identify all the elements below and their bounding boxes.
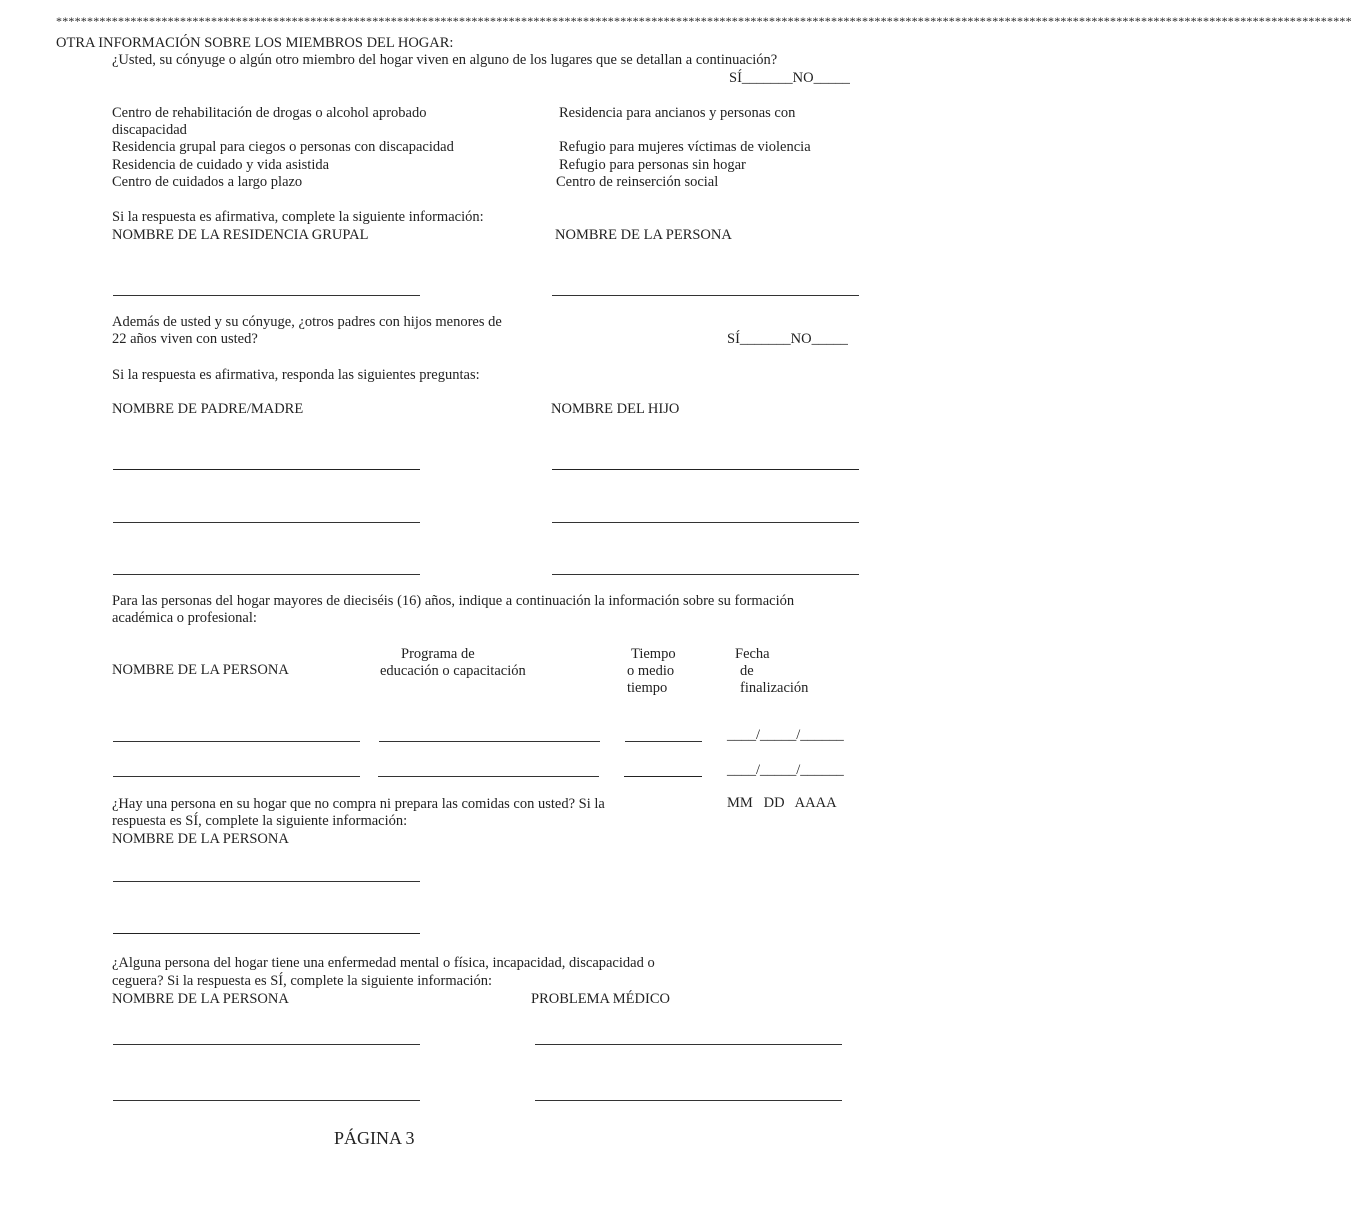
q2-col-parent: NOMBRE DE PADRE/MADRE: [112, 401, 304, 417]
q5-question-line2: ceguera? Si la respuesta es SÍ, complete la siguiente información:: [112, 973, 493, 989]
q5-col-person: NOMBRE DE LA PERSONA: [112, 991, 289, 1007]
place-left-5: Centro de cuidados a largo plazo: [112, 174, 303, 190]
q5-col-problem: PROBLEMA MÉDICO: [531, 991, 670, 1007]
q4-question-line1: ¿Hay una persona en su hogar que no compra ni prepara las comidas con usted? Si la: [112, 796, 605, 812]
q2-if-yes: Si la respuesta es afirmativa, responda las siguientes preguntas:: [112, 367, 480, 383]
q2-question-line1: Además de usted y su cónyuge, ¿otros padres con hijos menores de: [112, 314, 502, 330]
child-name-line-1[interactable]: [552, 469, 859, 470]
q2-col-child: NOMBRE DEL HIJO: [551, 401, 680, 417]
separate-meals-line-2[interactable]: [113, 933, 420, 934]
q1-col-residence: NOMBRE DE LA RESIDENCIA GRUPAL: [112, 227, 369, 243]
q1-yes-no[interactable]: SÍ_______NO_____: [729, 70, 850, 86]
q5-question-line1: ¿Alguna persona del hogar tiene una enfermedad mental o física, incapacidad, discapacidad o: [112, 955, 655, 971]
q1-col-person: NOMBRE DE LA PERSONA: [555, 227, 732, 243]
separate-meals-line-1[interactable]: [113, 881, 420, 882]
parent-name-line-3[interactable]: [113, 574, 420, 575]
q1-if-yes: Si la respuesta es afirmativa, complete la siguiente información:: [112, 209, 484, 225]
training-program-line-1[interactable]: [379, 741, 600, 742]
medical-problem-line-2[interactable]: [535, 1100, 842, 1101]
q3-col-date-l1: Fecha: [735, 646, 770, 662]
disability-person-line-2[interactable]: [113, 1100, 420, 1101]
place-right-2: Refugio para mujeres víctimas de violencia: [559, 139, 811, 155]
training-date-1[interactable]: ____/_____/______: [727, 727, 844, 743]
section-title: OTRA INFORMACIÓN SOBRE LOS MIEMBROS DEL HOGAR:: [56, 35, 454, 51]
place-left-1: Centro de rehabilitación de drogas o alcohol aprobado: [112, 105, 427, 121]
separator-stars: *****************************************************************************************************************************************************************************************************************: [56, 14, 1352, 28]
q2-yes-no[interactable]: SÍ_______NO_____: [727, 331, 848, 347]
q3-col-time-l3: tiempo: [627, 680, 668, 696]
person-name-line[interactable]: [552, 295, 859, 296]
place-left-3: Residencia grupal para ciegos o personas con discapacidad: [112, 139, 454, 155]
q3-col-date-l2: de: [740, 663, 754, 679]
date-format-hint: MM DD AAAA: [727, 795, 837, 811]
place-left-4: Residencia de cuidado y vida asistida: [112, 157, 330, 173]
q3-col-date-l3: finalización: [740, 680, 809, 696]
medical-problem-line-1[interactable]: [535, 1044, 842, 1045]
parent-name-line-1[interactable]: [113, 469, 420, 470]
training-time-line-1[interactable]: [625, 741, 702, 742]
page-number: PÁGINA 3: [334, 1128, 415, 1148]
training-program-line-2[interactable]: [378, 776, 599, 777]
place-right-4: Centro de reinserción social: [556, 174, 719, 190]
place-left-2: discapacidad: [112, 122, 187, 138]
q3-col-person: NOMBRE DE LA PERSONA: [112, 662, 289, 678]
q4-col-person: NOMBRE DE LA PERSONA: [112, 831, 289, 847]
place-right-3: Refugio para personas sin hogar: [559, 157, 746, 173]
q3-col-time-l1: Tiempo: [631, 646, 676, 662]
training-person-line-2[interactable]: [113, 776, 360, 777]
disability-person-line-1[interactable]: [113, 1044, 420, 1045]
q3-intro-line2: académica o profesional:: [112, 610, 257, 626]
residence-name-line[interactable]: [113, 295, 420, 296]
child-name-line-3[interactable]: [552, 574, 859, 575]
training-time-line-2[interactable]: [624, 776, 702, 777]
q2-question-line2: 22 años viven con usted?: [112, 331, 258, 347]
q1-question: ¿Usted, su cónyuge o algún otro miembro del hogar viven en alguno de los lugares que se detallan a continuación?: [112, 52, 778, 68]
child-name-line-2[interactable]: [552, 522, 859, 523]
q4-question-line2: respuesta es SÍ, complete la siguiente información:: [112, 813, 408, 829]
q3-col-program-l2: educación o capacitación: [380, 663, 526, 679]
q3-intro-line1: Para las personas del hogar mayores de dieciséis (16) años, indique a continuación la información sobre su formación: [112, 593, 795, 609]
place-right-1: Residencia para ancianos y personas con: [559, 105, 796, 121]
parent-name-line-2[interactable]: [113, 522, 420, 523]
training-date-2[interactable]: ____/_____/______: [727, 762, 844, 778]
q3-col-time-l2: o medio: [627, 663, 675, 679]
training-person-line-1[interactable]: [113, 741, 360, 742]
q3-col-program-l1: Programa de: [401, 646, 475, 662]
